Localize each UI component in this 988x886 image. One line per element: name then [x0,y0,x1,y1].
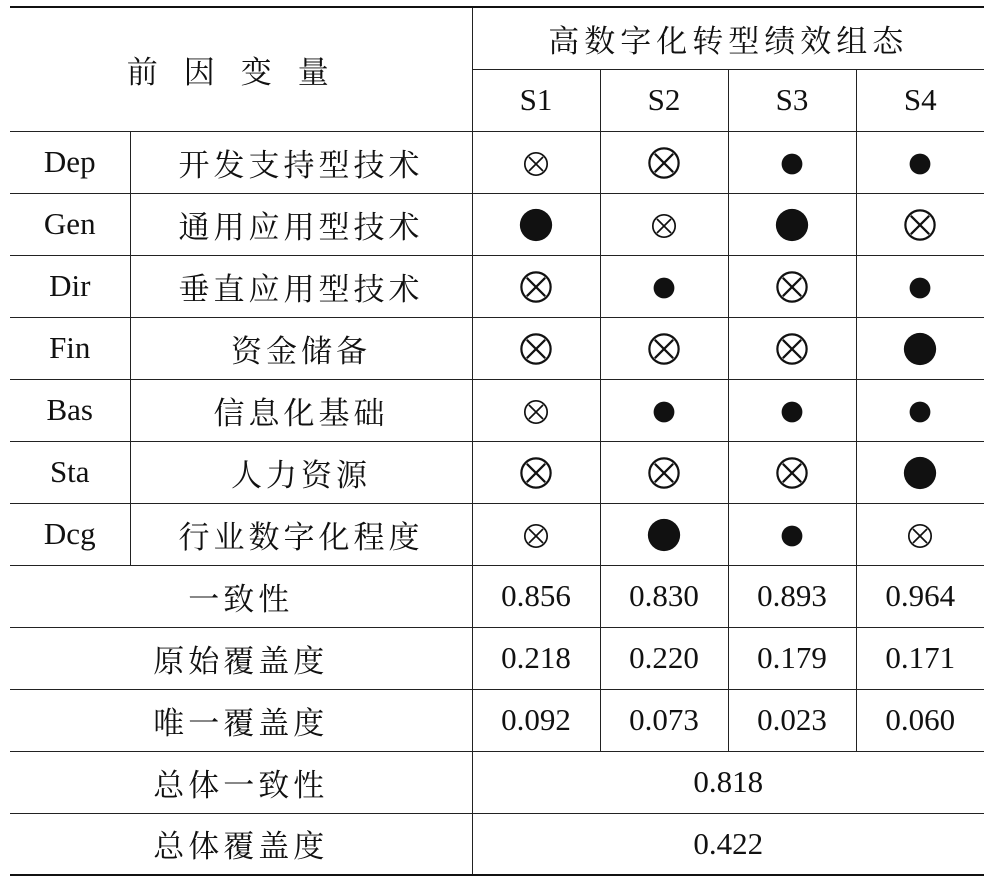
condition-cell [728,255,856,317]
variable-code: Sta [10,441,130,503]
variable-code: Gen [10,193,130,255]
absent-cross-circle-icon [775,332,809,366]
metric-value: 0.856 [472,565,600,627]
condition-cell [856,379,984,441]
metric-value: 0.171 [856,627,984,689]
absent-cross-circle-icon [519,332,553,366]
variable-code: Dir [10,255,130,317]
present-circle-icon [907,275,933,301]
table-row [10,379,984,441]
overall-label: 总体覆盖度 [10,813,472,875]
condition-cell [600,503,728,565]
condition-cell [600,317,728,379]
condition-cell [600,131,728,193]
overall-row [10,813,984,875]
metric-row [10,565,984,627]
variable-name: 垂直应用型技术 [130,255,472,317]
present-circle-icon [779,523,805,549]
absent-cross-circle-icon [775,456,809,490]
configuration-table [10,6,984,876]
configuration-title: 高数字化转型绩效组态 [472,7,984,69]
overall-value: 0.422 [472,813,984,875]
variable-code: Dep [10,131,130,193]
solution-header: S3 [728,69,856,131]
variable-code: Dcg [10,503,130,565]
condition-cell [472,317,600,379]
condition-cell [728,441,856,503]
absent-cross-circle-icon [523,399,549,425]
variable-name: 人力资源 [130,441,472,503]
condition-cell [472,131,600,193]
metric-value: 0.073 [600,689,728,751]
condition-cell [728,317,856,379]
condition-cell [728,379,856,441]
metric-value: 0.220 [600,627,728,689]
condition-cell [472,441,600,503]
present-circle-icon [903,332,937,366]
condition-cell [472,503,600,565]
condition-cell [856,193,984,255]
condition-cell [472,379,600,441]
absent-cross-circle-icon [647,146,681,180]
metric-value: 0.092 [472,689,600,751]
metric-value: 0.179 [728,627,856,689]
condition-cell [600,441,728,503]
variable-name: 资金储备 [130,317,472,379]
present-circle-icon [647,518,681,552]
condition-cell [472,193,600,255]
condition-cell [728,193,856,255]
absent-cross-circle-icon [647,456,681,490]
condition-cell [856,503,984,565]
metric-label: 原始覆盖度 [10,627,472,689]
present-circle-icon [907,399,933,425]
absent-cross-circle-icon [519,270,553,304]
table-row [10,131,984,193]
present-circle-icon [903,456,937,490]
present-circle-icon [651,399,677,425]
present-circle-icon [775,208,809,242]
present-circle-icon [779,399,805,425]
condition-cell [600,193,728,255]
variable-name: 开发支持型技术 [130,131,472,193]
solution-header: S2 [600,69,728,131]
absent-cross-circle-icon [903,208,937,242]
absent-cross-circle-icon [775,270,809,304]
variable-name: 通用应用型技术 [130,193,472,255]
absent-cross-circle-icon [647,332,681,366]
metric-value: 0.964 [856,565,984,627]
condition-cell [856,131,984,193]
condition-cell [600,379,728,441]
metric-value: 0.023 [728,689,856,751]
variable-name: 信息化基础 [130,379,472,441]
metric-value: 0.218 [472,627,600,689]
condition-cell [728,131,856,193]
table-row [10,441,984,503]
table-row [10,255,984,317]
metric-label: 唯一覆盖度 [10,689,472,751]
absent-cross-circle-icon [907,523,933,549]
metric-value: 0.060 [856,689,984,751]
variable-name: 行业数字化程度 [130,503,472,565]
solution-header: S1 [472,69,600,131]
variable-code: Fin [10,317,130,379]
condition-cell [600,255,728,317]
present-circle-icon [519,208,553,242]
overall-label: 总体一致性 [10,751,472,813]
absent-cross-circle-icon [519,456,553,490]
present-circle-icon [779,151,805,177]
absent-cross-circle-icon [523,151,549,177]
table-row [10,193,984,255]
overall-row [10,751,984,813]
condition-cell [856,255,984,317]
metric-row [10,627,984,689]
metric-label: 一致性 [10,565,472,627]
condition-cell [856,317,984,379]
condition-cell [472,255,600,317]
absent-cross-circle-icon [523,523,549,549]
variable-code: Bas [10,379,130,441]
present-circle-icon [907,151,933,177]
metric-value: 0.893 [728,565,856,627]
present-circle-icon [651,275,677,301]
table-row [10,503,984,565]
absent-cross-circle-icon [651,213,677,239]
table-row [10,317,984,379]
condition-cell [728,503,856,565]
condition-cell [856,441,984,503]
solution-header: S4 [856,69,984,131]
metric-value: 0.830 [600,565,728,627]
overall-value: 0.818 [472,751,984,813]
antecedent-header: 前因变量 [10,7,472,131]
metric-row [10,689,984,751]
